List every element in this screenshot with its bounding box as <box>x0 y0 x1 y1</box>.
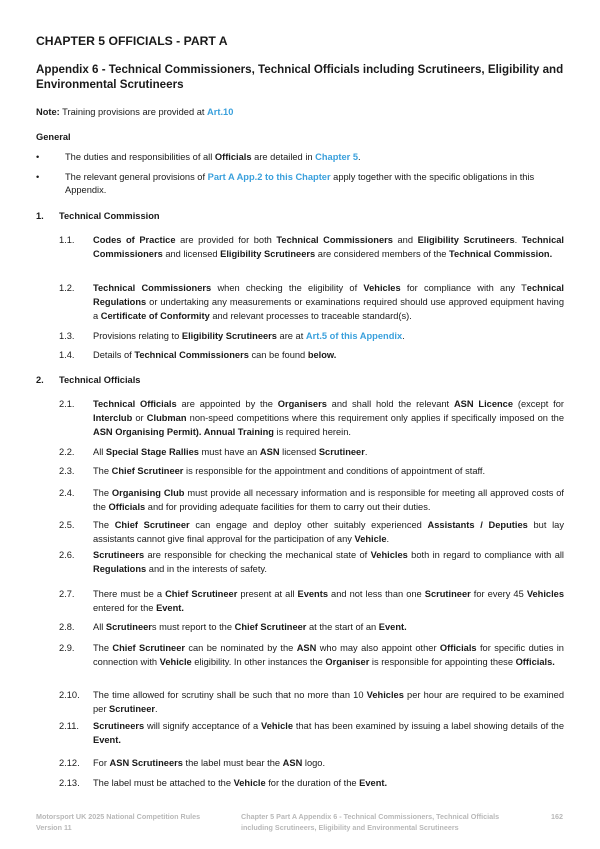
note-text: Training provisions are provided at <box>59 107 208 117</box>
art5-link[interactable]: Art.5 of this Appendix <box>305 331 403 341</box>
part-a-app2-link[interactable]: Part A App.2 to this Chapter <box>207 172 331 182</box>
footer-middle: Chapter 5 Part A Appendix 6 - Technical Commissioners, Technical Officials including Scrutineers, Eligibility and Environmental Scrutineers <box>241 812 500 832</box>
chapter-5-link[interactable]: Chapter 5 <box>315 152 359 162</box>
note-label: Note: <box>36 107 60 117</box>
chapter-title: CHAPTER 5 OFFICIALS - PART A <box>36 34 228 48</box>
bullet-dot: • <box>36 152 40 162</box>
bullet-text: The duties and responsibilities of all Officials are detailed in Chapter 5. <box>65 152 361 162</box>
appendix-title: Appendix 6 - Technical Commissioners, Technical Officials including Scrutineers, Eligibility and Environmental Scrutineers <box>36 63 564 91</box>
note-line <box>36 107 233 117</box>
general-heading: General <box>36 132 71 142</box>
bullet-dot: • <box>36 172 40 182</box>
bullet-text: The relevant general provisions of Part A App.2 to this Chapter apply together with the specific obligations in this Appendix. <box>65 172 535 196</box>
note-link[interactable]: Art.10 <box>207 107 234 117</box>
page-number: 162 <box>551 812 563 821</box>
footer-left: Motorsport UK 2025 National Competition Rules Version 11 <box>36 812 201 832</box>
